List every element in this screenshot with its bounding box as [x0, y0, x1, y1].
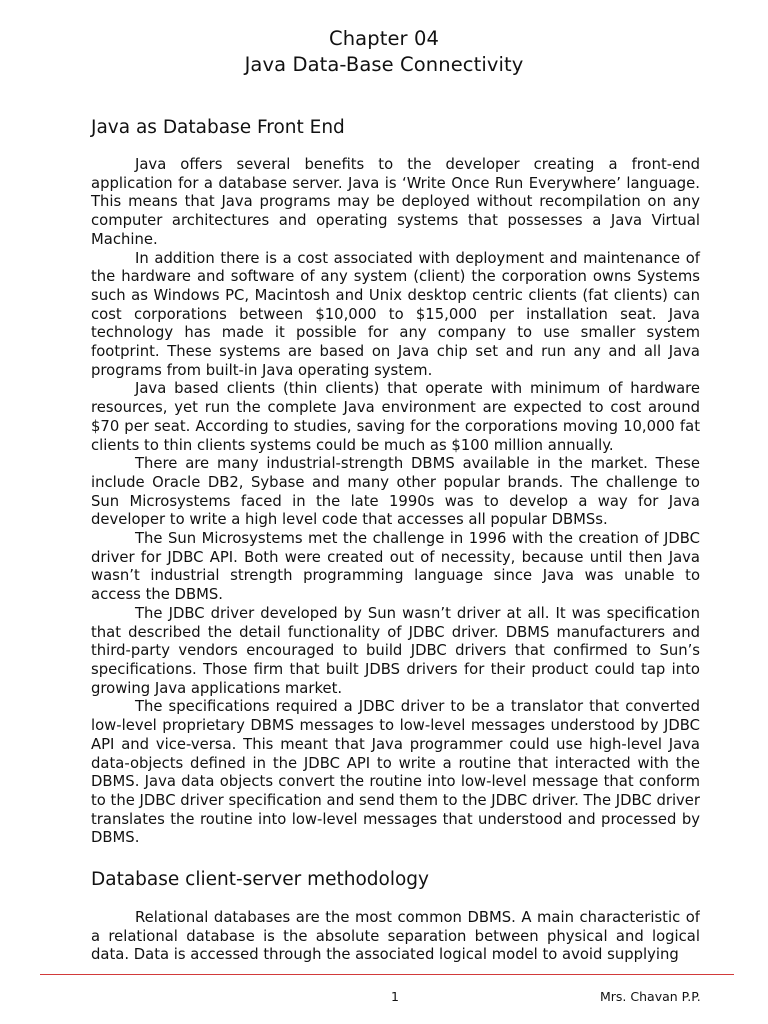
paragraph: Java offers several benefits to the developer creating a front-end application for a database server. Java is ‘Write Once Run Everywhere’ language. This means that Java programs may be deployed without recompilation on any computer architectures and operating systems that possesses a Java Virtual Machine. [91, 156, 700, 248]
chapter-title: Java Data-Base Connectivity [244, 53, 524, 76]
section-heading-client-server: Database client-server methodology [91, 869, 429, 890]
paragraph: Java based clients (thin clients) that operate with minimum of hardware resources, yet run the complete Java environment are expected to cost around $70 per seat. According to studies, saving for the corporations moving 10,000 fat clients to thin clients systems could be much as $100 million annually. [91, 380, 700, 454]
section-body-client-server [91, 909, 700, 966]
chapter-header [0, 26, 768, 78]
footer-divider [40, 974, 734, 975]
page-number: 1 [391, 989, 399, 1004]
paragraph: The Sun Microsystems met the challenge in 1996 with the creation of JDBC driver for JDBC API. Both were created out of necessity, because until then Java wasn’t industrial strength programming language since Java was unable to access the DBMS. [91, 530, 700, 604]
paragraph: Relational databases are the most common DBMS. A main characteristic of a relational database is the absolute separation between physical and logical data. Data is accessed through the associated logical model to avoid supplying [91, 909, 700, 964]
paragraph: There are many industrial-strength DBMS available in the market. These include Oracle DB2, Sybase and many other popular brands. The challenge to Sun Microsystems faced in the late 1990s was to develop a way for Java developer to write a high level code that accesses all popular DBMSs. [91, 455, 700, 529]
section-heading-java-front-end: Java as Database Front End [91, 117, 345, 138]
section-body-java-front-end [91, 156, 700, 848]
paragraph: The JDBC driver developed by Sun wasn’t driver at all. It was specification that described the detail functionality of JDBC driver. DBMS manufacturers and third-party vendors encouraged to build JDBC drivers that confirmed to Sun’s specifications. Those firm that built JDBS drivers for their product could tap into growing Java applications market. [91, 604, 700, 697]
footer-author: Mrs. Chavan P.P. [600, 989, 701, 1004]
paragraph: In addition there is a cost associated with deployment and maintenance of the hardware and software of any system (client) the corporation owns Systems such as Windows PC, Macintosh and Unix desktop centric clients (fat clients) can cost corporations between $10,000 to $15,000 per installation seat. Java technology has made it possible for any company to use smaller system footprint. These systems are based on Java chip set and run any and all Java programs from built-in Java operating system. [91, 249, 700, 379]
paragraph: The specifications required a JDBC driver to be a translator that converted low-level proprietary DBMS messages to low-level messages understood by JDBC API and vice-versa. This meant that Java programmer could use high-level Java data-objects defined in the JDBC API to write a routine that interacted with the DBMS. Java data objects convert the routine into low-level message that conform to the JDBC driver specification and send them to the JDBC driver. The JDBC driver translates the routine into low-level messages that understood and processed by DBMS. [91, 698, 700, 847]
chapter-number: Chapter 04 [329, 27, 439, 50]
